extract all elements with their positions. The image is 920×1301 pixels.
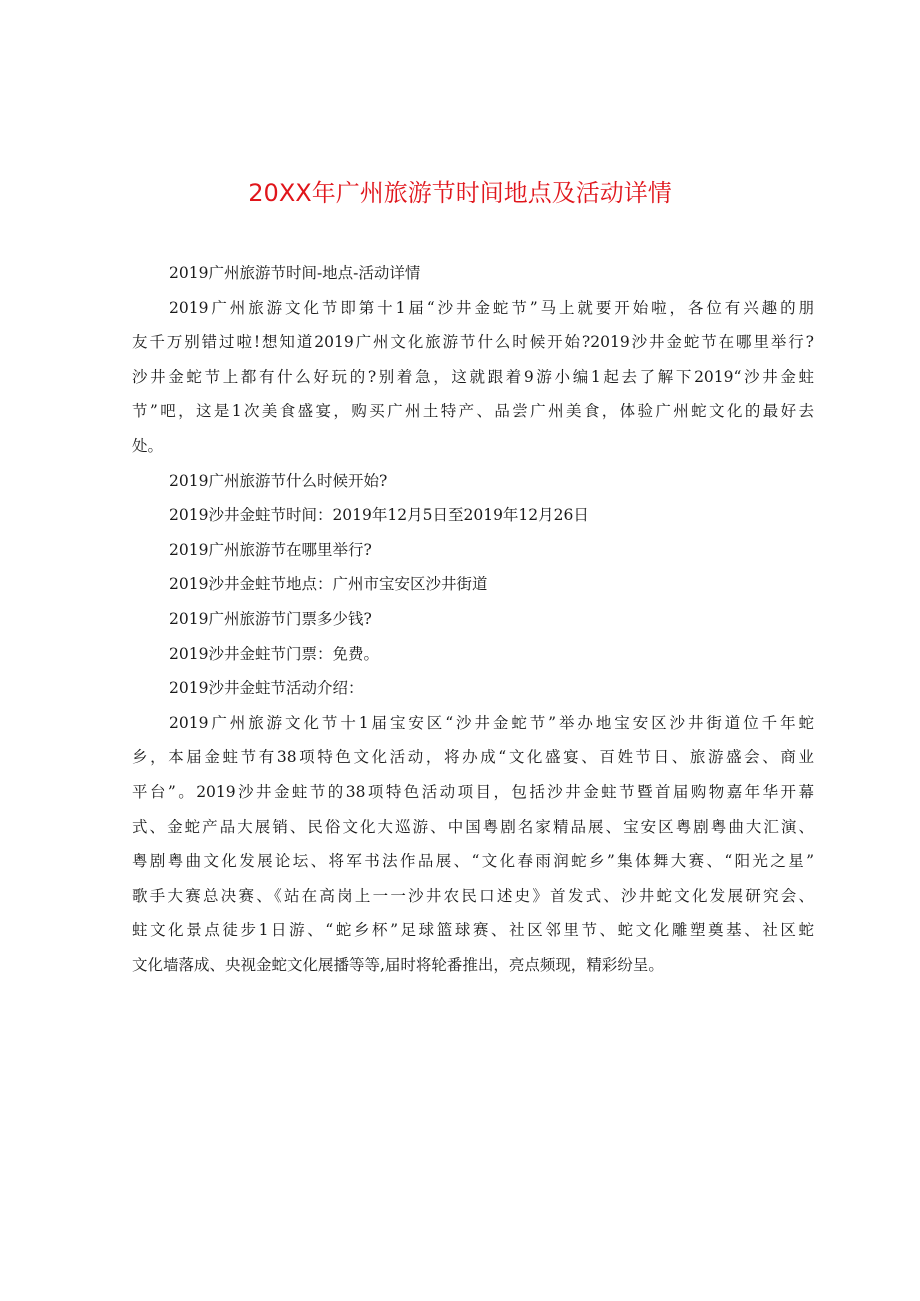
- question-location: 2019广州旅游节在哪里举行?: [169, 540, 372, 559]
- intro-line-2: 友千万别错过啦!想知道2019广州文化旅游节什么时候开始?2019沙井金蛇节在哪里举行?: [132, 333, 814, 352]
- document-body: [132, 256, 814, 982]
- activity-line-6: 歌手大赛总决赛、《站在高岗上一一沙井农民口述史》首发式、沙井蛇文化发展研究会、: [132, 886, 814, 905]
- activity-line-8: 文化墙落成、央视金蛇文化展播等等,届时将轮番推出，亮点频现，精彩纷呈。: [132, 955, 664, 974]
- intro-line-3: 沙井金蛇节上都有什么好玩的?别着急，这就跟着9游小编1起去了解下2019“沙井金蛀: [132, 367, 814, 386]
- activity-line-3: 平台”。2019沙井金蛀节的38项特色活动项目，包括沙井金蛀节暨首届购物嘉年华开幕: [132, 782, 814, 801]
- document-title: 20XX年广州旅游节时间地点及活动详情: [248, 179, 672, 207]
- activity-paragraph: [132, 706, 814, 983]
- activity-line-7: 蛀文化景点徒步1日游、“蛇乡杯”足球篮球赛、社区邻里节、蛇文化雕塑奠基、社区蛇: [132, 921, 814, 940]
- intro-paragraph: [132, 291, 814, 464]
- activity-line-4: 式、金蛇产品大展销、民俗文化大巡游、中国粤剧名家精品展、宝安区粤剧粤曲大汇演、: [132, 817, 814, 836]
- answer-location: 2019沙井金蛀节地点：广州市宝安区沙井街道: [169, 575, 488, 594]
- intro-line-4: 节”吧，这是1次美食盛宴，购买广州土特产、品尝广州美食，体验广州蛇文化的最好去: [132, 402, 814, 421]
- question-ticket: 2019广州旅游节门票多少钱?: [169, 609, 372, 628]
- answer-time: 2019沙井金蛀节时间：2019年12月5日至2019年12月26日: [169, 506, 589, 525]
- activity-line-5: 粤剧粤曲文化发展论坛、将军书法作品展、“文化春雨润蛇乡”集体舞大赛、“阳光之星”: [132, 852, 814, 871]
- intro-line-1: 2019广州旅游文化节即第十1届“沙井金蛇节”马上就要开始啦，各位有兴趣的朋: [169, 298, 814, 317]
- question-start-time: 2019广州旅游节什么时候开始?: [169, 471, 388, 490]
- heading-line: 2019广州旅游节时间-地点-活动详情: [169, 264, 421, 282]
- activity-line-1: 2019广州旅游文化节十1届宝安区“沙井金蛇节”举办地宝安区沙井街道位千年蛇: [169, 713, 814, 732]
- activity-intro-heading: 2019沙井金蛀节活动介绍：: [169, 679, 364, 698]
- intro-line-5: 处。: [132, 436, 164, 455]
- activity-line-2: 乡，本届金蛀节有38项特色文化活动，将办成“文化盛宴、百姓节日、旅游盛会、商业: [132, 748, 814, 767]
- answer-ticket: 2019沙井金蛀节门票：免费。: [169, 644, 379, 663]
